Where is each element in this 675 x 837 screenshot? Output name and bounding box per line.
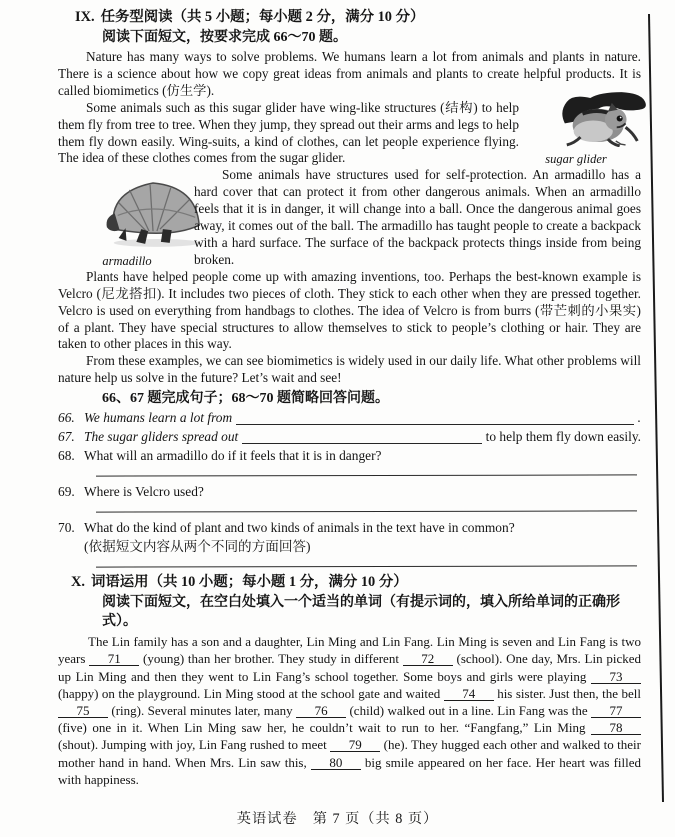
sugar-glider-figure (529, 90, 623, 166)
question-69 (58, 482, 641, 501)
question-67 (58, 427, 641, 446)
cloze-blank-78[interactable]: 78 (591, 721, 641, 735)
cloze-blank-75[interactable]: 75 (58, 704, 108, 718)
cloze-blank-77[interactable]: 77 (591, 704, 641, 718)
question-67-text (84, 427, 641, 446)
answer-line-68[interactable] (96, 473, 637, 477)
question-68 (58, 446, 641, 465)
paragraph-sugar-glider (58, 100, 641, 168)
cloze-blank-80[interactable]: 80 (311, 756, 361, 770)
paragraph-conclusion (58, 353, 641, 387)
armadillo-figure (72, 170, 182, 268)
cloze-blank-76[interactable]: 76 (296, 704, 346, 718)
sugar-glider-caption: sugar glider (545, 151, 607, 166)
cloze-blank-72[interactable]: 72 (403, 652, 453, 666)
paragraph-armadillo (58, 167, 641, 268)
section-x-number: X. (71, 574, 85, 591)
answer-line-70[interactable] (96, 564, 637, 568)
question-66-text (84, 408, 641, 427)
question-text-segment: We humans learn a lot from (84, 410, 233, 426)
cloze-blank-74[interactable]: 74 (444, 687, 494, 701)
section-ix-heading (58, 8, 641, 27)
cloze-passage: The Lin family has a son and a daughter, Lin Ming and Lin Fang. Lin Ming is seven and Lin Fang is two years 71 (young) than her brother. They study in different 72 (school). One day, Mrs. Lin picked up Lin Ming and then they went to Lin Fang’s school together. Some boys and girls were playing 73 (happy) on the playground. Lin Ming stood at the school gate and waited 74 his sister. Just then, the bell 75 (ring). Several minutes later, many 76 (child) walked out in a line. Lin Fang was the 77 (five) one in it. When Lin Ming saw her, he couldn’t wait to run to her. “Fangfang,” Lin Ming 78 (shout). Jumping with joy, Lin Fang rushed to meet 79 (he). They hugged each other and walked to their mother hand in hand. When Mrs. Lin saw this, 80 big smile appeared on her face. Her heart was filled with happiness. (58, 634, 642, 787)
question-70-number: 70. (58, 520, 75, 536)
question-text-segment: The sugar gliders spread out (84, 429, 239, 445)
section-ix-number: IX. (75, 9, 95, 25)
sugar-glider-photo (557, 90, 651, 147)
paragraph-conclusion-text: From these examples, we can see biomimetics is widely used in our daily life. What other problems will nature help us solve in the future? Let’s wait and see! (58, 353, 641, 386)
scan-page-edge-line (637, 0, 675, 837)
paragraph-intro-text: Nature has many ways to solve problems. We humans learn a lot from animals and plants in nature. There is a science about how we copy great ideas from animals and plants to create helpful products. It is called biomimetics (仿生学). (58, 49, 641, 98)
question-67-number: 67. (58, 429, 75, 445)
question-70 (58, 518, 641, 556)
section-ix-subtitle: 阅读下面短文，按要求完成 66～70 题。 (102, 30, 347, 45)
question-66-number: 66. (58, 410, 75, 426)
answer-blank-line[interactable] (236, 412, 633, 425)
question-66 (58, 408, 641, 427)
question-text-segment: . (637, 410, 641, 426)
answer-line-69[interactable] (96, 509, 637, 513)
section-ix-title: 任务型阅读（共 5 小题；每小题 2 分，满分 10 分） (100, 9, 425, 25)
question-68-number: 68. (58, 448, 75, 464)
question-70-text: What do the kind of plant and two kinds of animals in the text have in common? (84, 520, 515, 536)
section-x-title: 词语运用（共 10 小题；每小题 1 分，满分 10 分） (91, 574, 408, 591)
question-text-segment: to help them fly down easily. (485, 429, 641, 445)
cloze-blank-73[interactable]: 73 (591, 670, 641, 684)
question-69-text: Where is Velcro used? (84, 484, 204, 500)
question-68-text: What will an armadillo do if it feels that it is in danger? (84, 448, 382, 464)
paragraph-velcro-text: Plants have helped people come up with amazing inventions, too. Perhaps the best-known example is Velcro (尼龙搭扣). It includes two pieces of cloth. They stick to each other when they are pressed together. Velcro is used on everything from handbags to clothes. The idea of Velcro is from burrs (带芒刺的小果实) of a plant. They have special structures to allow themselves to stick to people’s clothing or hair. They are taken to other places in this way. (58, 268, 641, 352)
page-footer: 英语试卷 第 7 页（共 8 页） (236, 811, 439, 827)
armadillo-caption: armadillo (102, 254, 152, 269)
section-x-subtitle: 阅读下面短文，在空白处填入一个适当的单词（有提示词的，填入所给单词的正确形式）。 (102, 595, 620, 630)
paragraph-armadillo-text: Some animals have structures used for self-protection. An armadillo has a hard cover that can protect it from other dangerous animals. When an armadillo feels that it is in danger, it will change into a ball. Once the dangerous animal goes away, it comes out of the ball. The armadillo has taught people to create a backpack with a hard surface. The surface of the backpack protects things inside from being broken. (194, 167, 641, 267)
cloze-blank-79[interactable]: 79 (330, 738, 380, 752)
paragraph-velcro (58, 269, 641, 354)
question-instruction: 66、67 题完成句子；68～70 题简略回答问题。 (102, 391, 389, 407)
section-x-heading (58, 573, 641, 592)
paragraph-sugar-glider-text: Some animals such as this sugar glider have wing-like structures (结构) to help them fly from tree to tree. When they jump, they spread out their arms and legs to help them fly down easily. Wing-suits, a kind of clothes, can let people experience flying. The idea of these clothes comes from the sugar glider. (58, 99, 519, 166)
question-69-number: 69. (58, 484, 75, 500)
cloze-blank-71[interactable]: 71 (89, 652, 139, 666)
answer-blank-line[interactable] (242, 431, 481, 444)
question-70-body (84, 518, 641, 556)
question-70-note: (依据短文内容从两个不同的方面回答) (84, 539, 311, 555)
